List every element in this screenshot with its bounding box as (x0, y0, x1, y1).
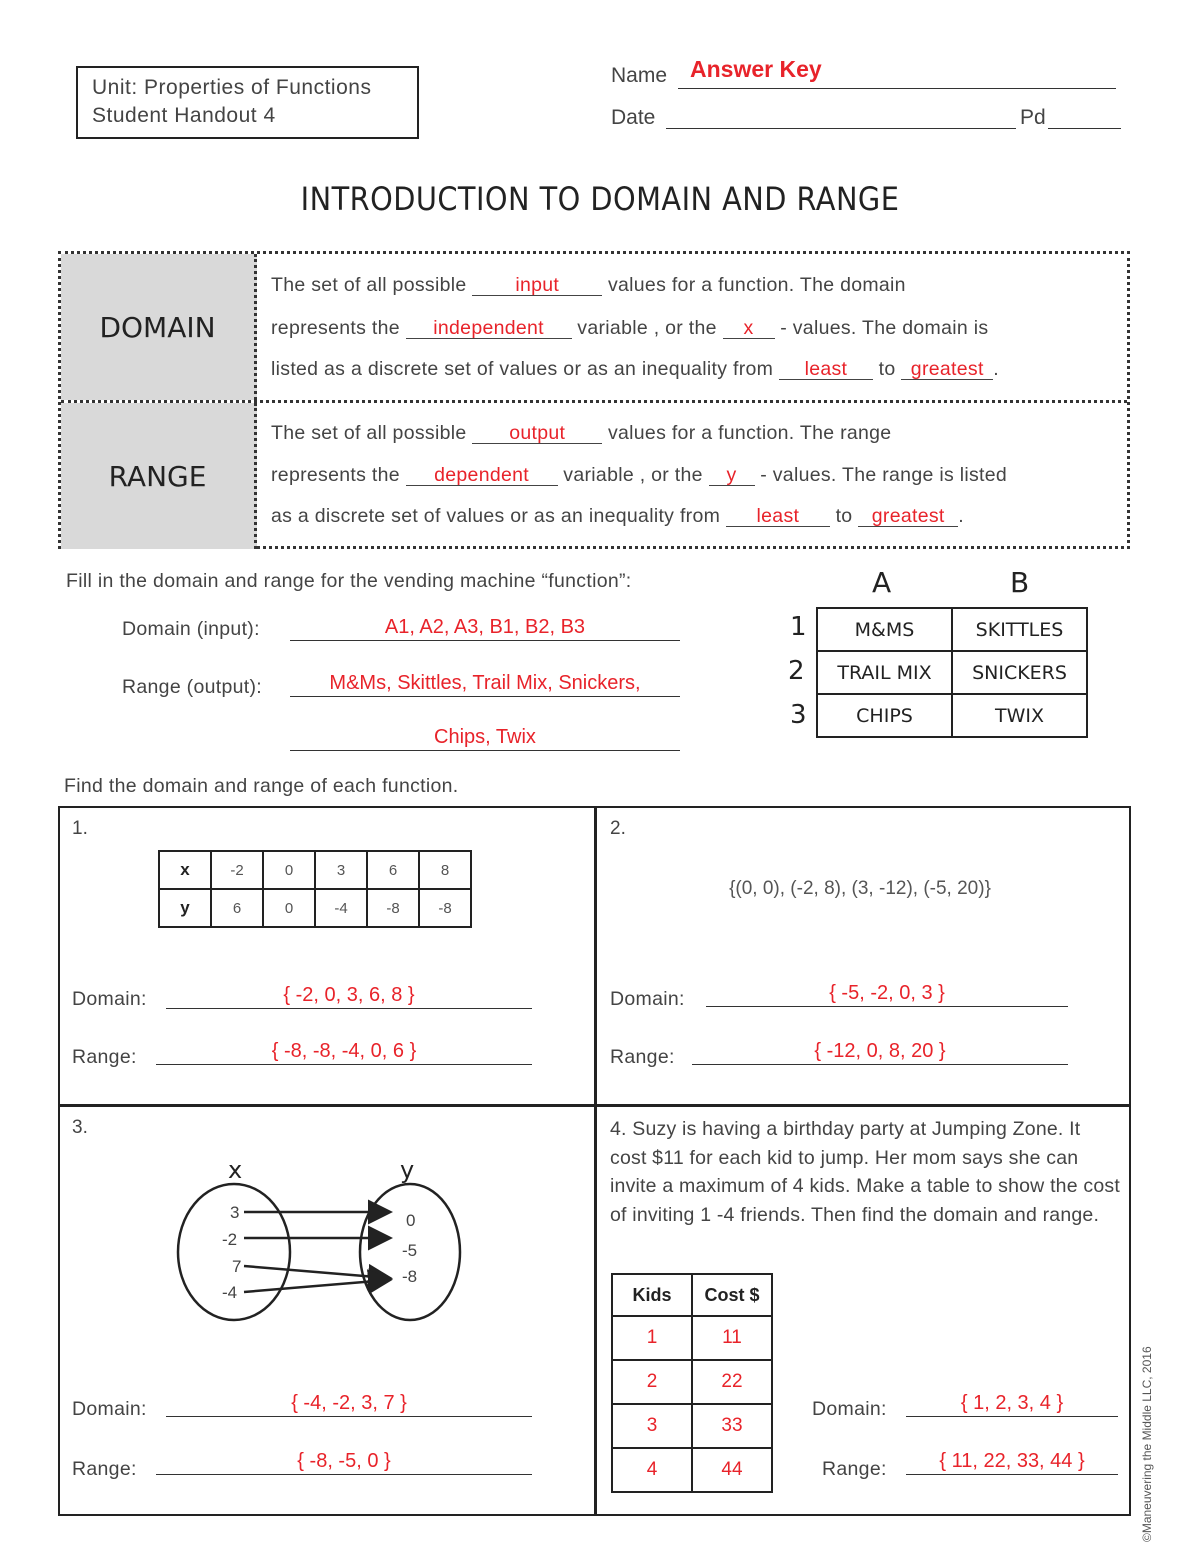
table-row (612, 1316, 772, 1360)
mapping-arrow (244, 1266, 388, 1278)
name-line[interactable] (678, 88, 1116, 89)
input-value: 7 (232, 1257, 242, 1276)
range-term: RANGE (61, 403, 257, 549)
problem-1-range-label: Range: (72, 1046, 137, 1068)
vending-instruction: Fill in the domain and range for the vending machine “function”: (66, 570, 632, 592)
mapping-y-label: y (400, 1156, 415, 1184)
problem-4-cost-table (611, 1273, 773, 1493)
page-title: INTRODUCTION TO DOMAIN AND RANGE (300, 180, 900, 218)
problems-grid (58, 806, 1131, 1516)
vending-domain-label: Domain (input): (122, 618, 260, 640)
unit-box (76, 66, 419, 139)
domain-blank-greatest: greatest (901, 359, 993, 380)
x-value: 3 (315, 851, 367, 889)
x-header: x (159, 851, 211, 889)
problem-1-number: 1. (72, 818, 88, 839)
y-value: -8 (367, 889, 419, 927)
kids-header: Kids (612, 1274, 692, 1316)
table-row (612, 1360, 772, 1404)
vending-cell-b3: TWIX (952, 694, 1087, 737)
input-value: 3 (230, 1203, 240, 1222)
problem-2-range-label: Range: (610, 1046, 675, 1068)
find-instruction: Find the domain and range of each function. (64, 775, 459, 797)
handout-number: Student Handout 4 (92, 104, 276, 127)
problem-1-range-answer[interactable]: { -8, -8, -4, 0, 6 } (156, 1038, 532, 1065)
vending-col-b: B (1010, 566, 1030, 599)
y-value: -4 (315, 889, 367, 927)
cost-cell: 44 (692, 1448, 772, 1492)
problem-1-domain-label: Domain: (72, 988, 147, 1010)
vending-domain-answer[interactable]: A1, A2, A3, B1, B2, B3 (290, 614, 680, 641)
name-value: Answer Key (690, 56, 822, 82)
vending-cell-a1: M&MS (817, 608, 952, 651)
y-value: 6 (211, 889, 263, 927)
problem-2-ordered-pairs: {(0, 0), (-2, 8), (3, -12), (-5, 20)} (729, 878, 991, 899)
vending-row (817, 694, 1087, 737)
grid-horizontal-divider (60, 1104, 1129, 1107)
output-value: -8 (402, 1267, 418, 1286)
copyright-text: ©Maneuvering the Middle LLC, 2016 (1140, 1346, 1154, 1542)
vending-row-3-num: 3 (790, 700, 807, 730)
unit-title: Unit: Properties of Functions (92, 76, 372, 99)
problem-4-text: 4. Suzy is having a birthday party at Jumping Zone. It cost $11 for each kid to jump. Her mom says she can invite a maximum of 4 kids. Make a table to show the cost of inviting 1 -4 friends. Then find the domain and range. (610, 1118, 1120, 1226)
vending-range-answer-1[interactable]: M&Ms, Skittles, Trail Mix, Snickers, (290, 670, 680, 697)
problem-3-range-label: Range: (72, 1458, 137, 1480)
domain-blank-independent: independent (406, 318, 572, 339)
kids-cell: 1 (612, 1316, 692, 1360)
vending-range-label: Range (output): (122, 676, 263, 698)
x-value: 6 (367, 851, 419, 889)
range-def-line-1: The set of all possible output values for a function. The range (271, 422, 892, 444)
copyright-note (1140, 1262, 1160, 1542)
cost-header: Cost $ (692, 1274, 772, 1316)
table-row (612, 1404, 772, 1448)
problem-3-range-answer[interactable]: { -8, -5, 0 } (156, 1448, 532, 1475)
table-row (159, 889, 471, 927)
domain-blank-input: input (472, 275, 602, 296)
y-value: -8 (419, 889, 471, 927)
range-def-line-3: as a discrete set of values or as an inequality from least to greatest . (271, 505, 964, 527)
cost-cell: 11 (692, 1316, 772, 1360)
problem-1-domain-answer[interactable]: { -2, 0, 3, 6, 8 } (166, 982, 532, 1009)
kids-cell: 2 (612, 1360, 692, 1404)
vending-range-answer-2[interactable]: Chips, Twix (290, 724, 680, 751)
domain-def-line-3: listed as a discrete set of values or as an inequality from least to greatest . (271, 358, 999, 380)
vending-cell-b2: SNICKERS (952, 651, 1087, 694)
vending-machine-table (816, 607, 1088, 738)
date-line[interactable] (666, 128, 1016, 129)
x-value: 0 (263, 851, 315, 889)
kids-cell: 3 (612, 1404, 692, 1448)
problem-4-range-answer[interactable]: { 11, 22, 33, 44 } (906, 1448, 1118, 1475)
input-value: -4 (222, 1283, 238, 1302)
problem-3-number: 3. (72, 1117, 88, 1138)
range-blank-y: y (709, 465, 755, 486)
problem-3-domain-answer[interactable]: { -4, -2, 3, 7 } (166, 1390, 532, 1417)
problem-2-number: 2. (610, 818, 626, 839)
domain-def-line-1: The set of all possible input values for a function. The domain (271, 274, 906, 296)
definitions-box (58, 251, 1130, 549)
problem-2-domain-answer[interactable]: { -5, -2, 0, 3 } (706, 980, 1068, 1007)
vending-row (817, 608, 1087, 651)
range-blank-output: output (472, 423, 602, 444)
pd-line[interactable] (1048, 128, 1121, 129)
output-value: 0 (406, 1211, 416, 1230)
range-blank-greatest: greatest (858, 506, 958, 527)
problem-3-mapping-diagram (160, 1156, 480, 1336)
cost-cell: 33 (692, 1404, 772, 1448)
vending-row-2-num: 2 (788, 656, 805, 686)
cost-cell: 22 (692, 1360, 772, 1404)
range-def-line-2: represents the dependent variable , or the y - values. The range is listed (271, 464, 1008, 486)
pd-label: Pd (1020, 106, 1046, 129)
vending-row (817, 651, 1087, 694)
table-row (159, 851, 471, 889)
problem-1-table (158, 850, 472, 928)
range-blank-least: least (726, 506, 830, 527)
vending-cell-a2: TRAIL MIX (817, 651, 952, 694)
output-value: -5 (402, 1241, 418, 1260)
y-value: 0 (263, 889, 315, 927)
name-label: Name (611, 64, 668, 87)
table-row (612, 1274, 772, 1316)
domain-def-line-2: represents the independent variable , or the x - values. The domain is (271, 317, 989, 339)
input-value: -2 (222, 1230, 238, 1249)
range-blank-dependent: dependent (406, 465, 558, 486)
domain-blank-least: least (779, 359, 873, 380)
date-label: Date (611, 106, 656, 129)
vending-cell-b1: SKITTLES (952, 608, 1087, 651)
y-header: y (159, 889, 211, 927)
problem-4-domain-label: Domain: (812, 1398, 887, 1420)
problem-2-domain-label: Domain: (610, 988, 685, 1010)
vending-row-1-num: 1 (790, 612, 807, 642)
x-value: 8 (419, 851, 471, 889)
domain-blank-x: x (723, 318, 775, 339)
problem-4-range-label: Range: (822, 1458, 887, 1480)
kids-cell: 4 (612, 1448, 692, 1492)
problem-2-range-answer[interactable]: { -12, 0, 8, 20 } (692, 1038, 1068, 1065)
problem-4-domain-answer[interactable]: { 1, 2, 3, 4 } (906, 1390, 1118, 1417)
x-value: -2 (211, 851, 263, 889)
vending-cell-a3: CHIPS (817, 694, 952, 737)
vending-col-a: A (872, 566, 892, 599)
problem-3-domain-label: Domain: (72, 1398, 147, 1420)
table-row (612, 1448, 772, 1492)
grid-vertical-divider (594, 808, 597, 1514)
domain-term: DOMAIN (61, 254, 257, 400)
mapping-x-label: x (228, 1156, 243, 1184)
